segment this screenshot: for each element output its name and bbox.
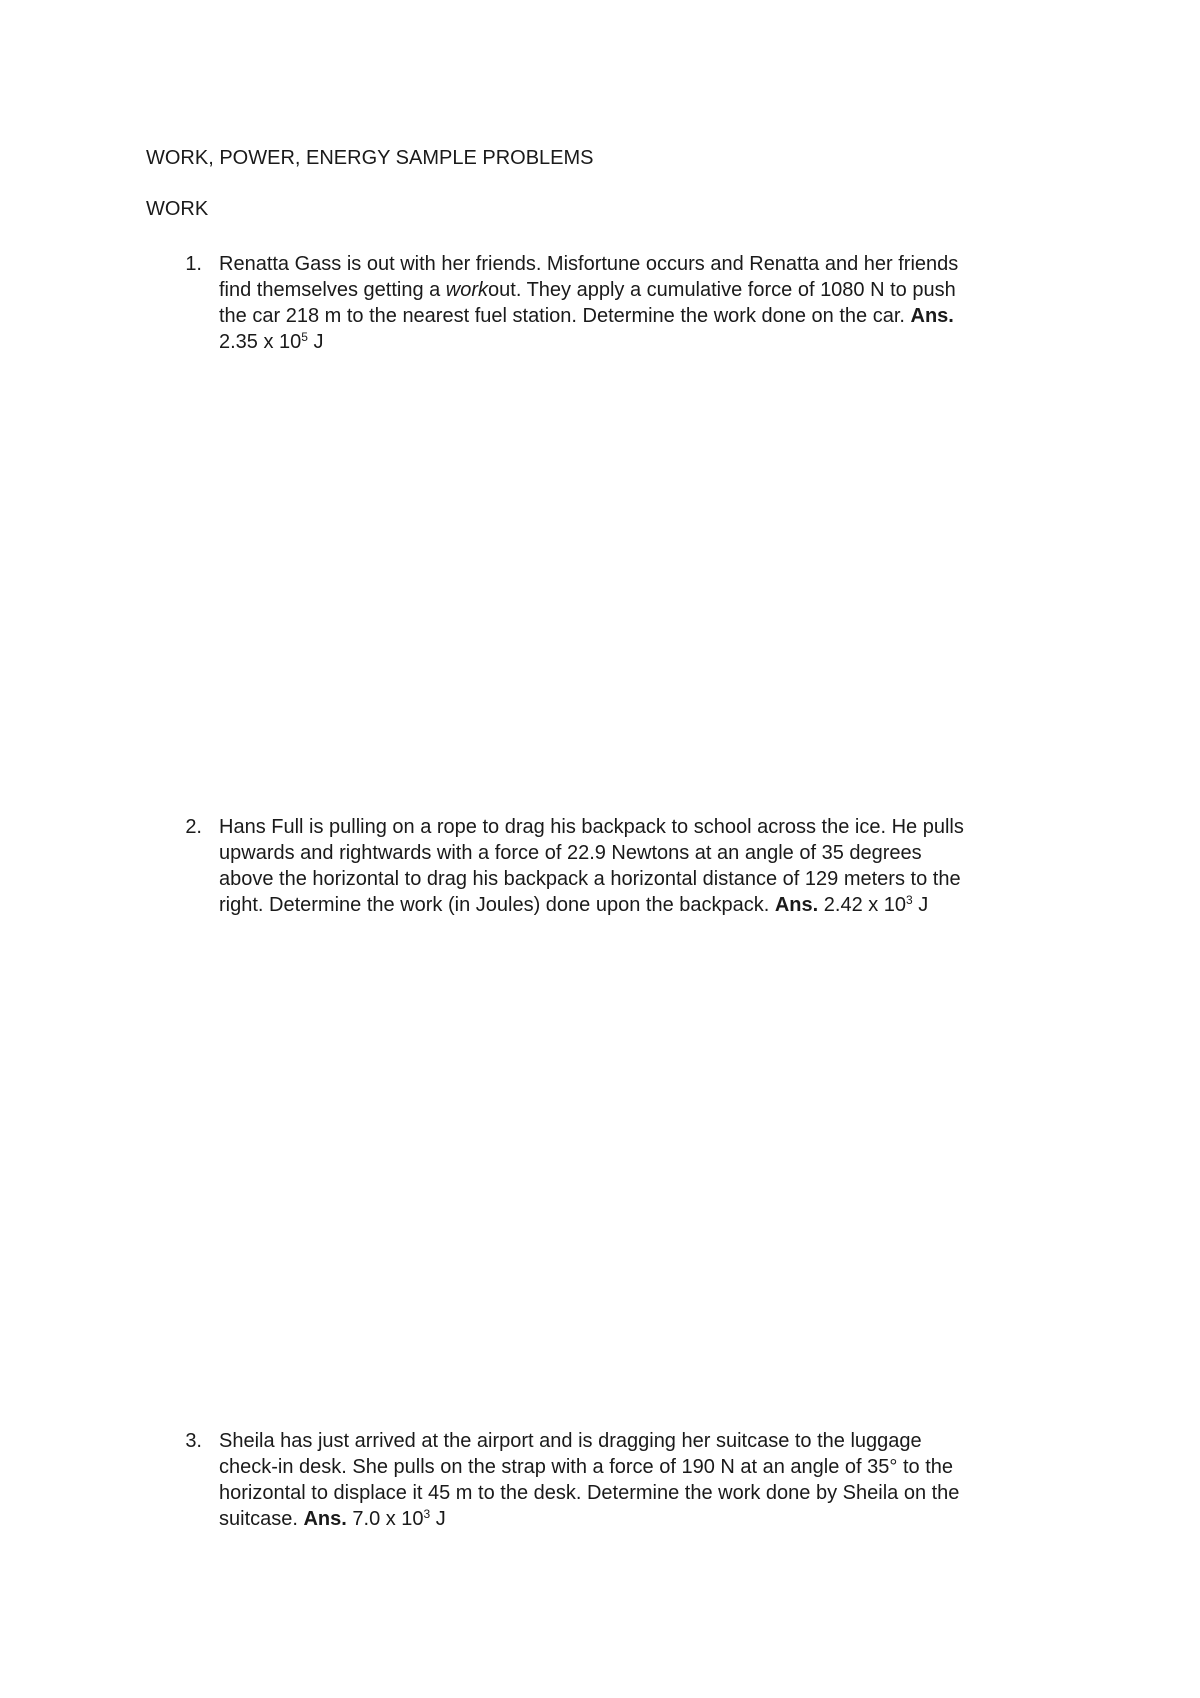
problem-text [219, 1428, 1074, 1532]
problem-number: 3. [185, 1430, 202, 1452]
document-title: WORK, POWER, ENERGY SAMPLE PROBLEMS [146, 147, 594, 169]
answer-value [219, 329, 1074, 355]
answer-label: Ans. [910, 305, 954, 327]
problem-line: above the horizontal to drag his backpack a horizontal distance of 129 meters to the [219, 868, 961, 890]
answer-unit: J [307, 331, 324, 353]
text-segment: right. Determine the work (in Joules) done upon the backpack. [219, 894, 775, 916]
problem-number: 1. [185, 253, 202, 275]
problem-line [219, 892, 1074, 918]
problem-line: Hans Full is pulling on a rope to drag his backpack to school across the ice. He pulls [219, 816, 964, 838]
answer-mantissa: 2.35 x 10 [219, 331, 302, 353]
problem-line: Sheila has just arrived at the airport and is dragging her suitcase to the luggage [219, 1430, 922, 1452]
answer-mantissa: 7.0 x 10 [346, 1508, 424, 1530]
section-heading-work: WORK [146, 198, 209, 220]
problem-line [219, 277, 1074, 303]
text-segment: find themselves getting a [219, 279, 446, 301]
answer-exponent: 3 [906, 893, 913, 907]
problem-text [219, 814, 1074, 918]
problem-line: upwards and rightwards with a force of 22.9 Newtons at an angle of 35 degrees [219, 842, 922, 864]
problem-line: horizontal to displace it 45 m to the desk. Determine the work done by Sheila on the [219, 1482, 960, 1504]
text-segment: out. They apply a cumulative force of 1080 N to push [488, 279, 956, 301]
answer-exponent: 3 [423, 1507, 431, 1521]
answer-exponent: 5 [301, 330, 308, 344]
emphasized-text: work [445, 279, 489, 301]
answer-mantissa: 2.42 x 10 [818, 894, 907, 916]
problem-line: Renatta Gass is out with her friends. Misfortune occurs and Renatta and her friends [219, 253, 959, 275]
problem-text [219, 251, 1074, 355]
problem-number: 2. [185, 816, 202, 838]
problem-line: check-in desk. She pulls on the strap with a force of 190 N at an angle of 35° to the [219, 1456, 953, 1478]
answer-label: Ans. [774, 894, 819, 916]
problem-line [219, 1506, 1074, 1532]
text-segment: the car 218 m to the nearest fuel station. Determine the work done on the car. [219, 305, 911, 327]
problem-line [219, 303, 1074, 329]
answer-unit: J [430, 1508, 446, 1530]
text-segment: suitcase. [219, 1508, 304, 1530]
answer-unit: J [912, 894, 929, 916]
answer-label: Ans. [303, 1508, 347, 1530]
